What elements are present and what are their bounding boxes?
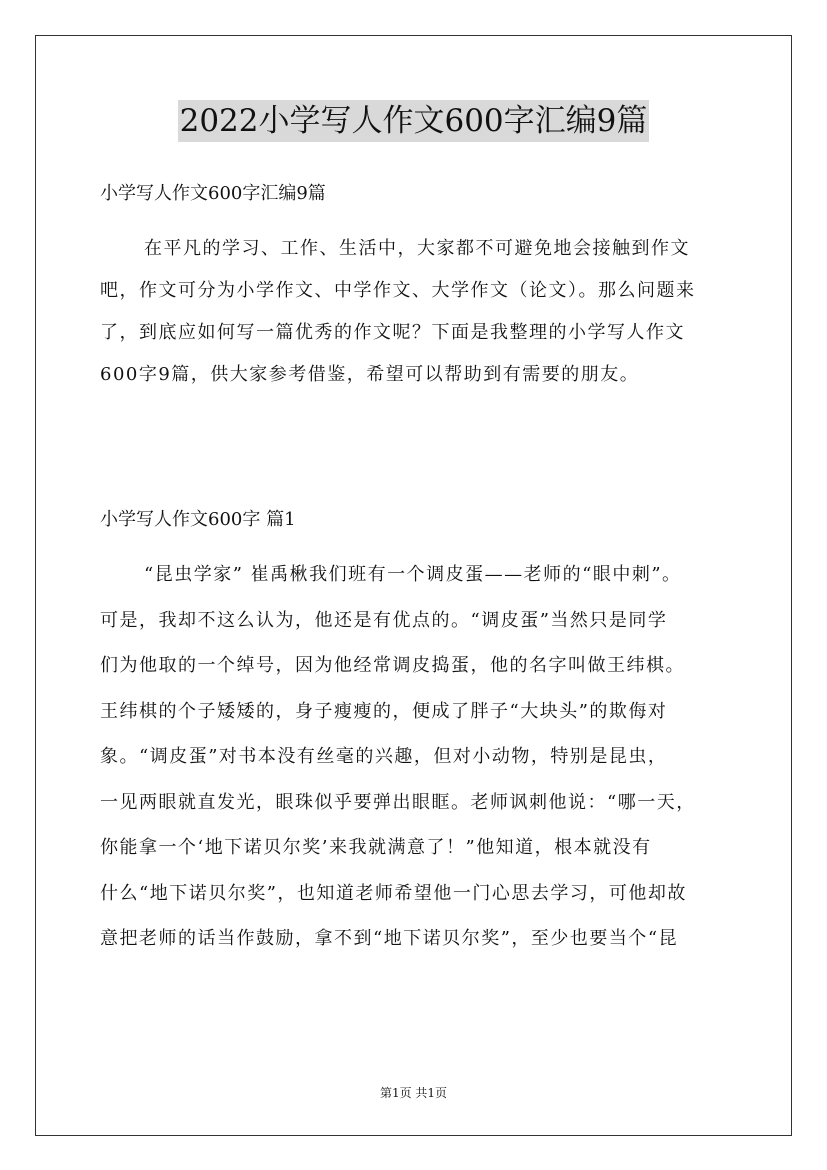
section-line: 象。“调皮蛋”对书本没有丝毫的兴趣，但对小动物，特别是昆虫，: [100, 746, 668, 767]
intro-line: 了，到底应如何写一篇优秀的作文呢？下面是我整理的小学写人作文: [100, 322, 685, 343]
document-title: 2022小学写人作文600字汇编9篇: [178, 100, 650, 142]
section-line: 一见两眼就直发光，眼珠似乎要弹出眼眶。老师讽刺他说：“哪一天，: [100, 791, 696, 813]
section-line: 们为他取的一个绰号，因为他经常调皮捣蛋，他的名字叫做王纬棋。: [100, 655, 685, 676]
section-line: 什么“地下诺贝尔奖”，也知道老师希望他一门心思去学习，可他却故: [100, 882, 687, 904]
intro-line: 吧，作文可分为小学作文、中学作文、大学作文（论文）。那么问题来: [100, 280, 696, 301]
page-footer: 第1页 共1页: [379, 1086, 448, 1100]
intro-paragraph: [100, 228, 740, 396]
section-paragraph: [100, 552, 740, 962]
section-line: 可是，我却不这么认为，他还是有优点的。“调皮蛋”当然只是同学: [100, 609, 668, 631]
section-line: “昆虫学家” 崔禹楸我们班有一个调皮蛋——老师的“眼中刺”。: [144, 564, 682, 585]
document-subtitle: 小学写人作文600字汇编9篇: [100, 183, 326, 204]
intro-line: 600字9篇，供大家参考借鉴，希望可以帮助到有需要的朋友。: [100, 364, 640, 385]
intro-line: 在平凡的学习、工作、生活中，大家都不可避免地会接触到作文: [144, 238, 690, 259]
section-line: 意把老师的话当作鼓励，拿不到“地下诺贝尔奖”，至少也要当个“昆: [100, 928, 679, 949]
title-container: [0, 100, 827, 142]
section-line: 王纬棋的个子矮矮的，身子瘦瘦的，便成了胖子“大块头”的欺侮对: [100, 700, 668, 722]
section-heading: 小学写人作文600字 篇1: [100, 509, 296, 530]
section-line: 你能拿一个‘地下诺贝尔奖’来我就满意了！”他知道，根本就没有: [100, 837, 652, 858]
